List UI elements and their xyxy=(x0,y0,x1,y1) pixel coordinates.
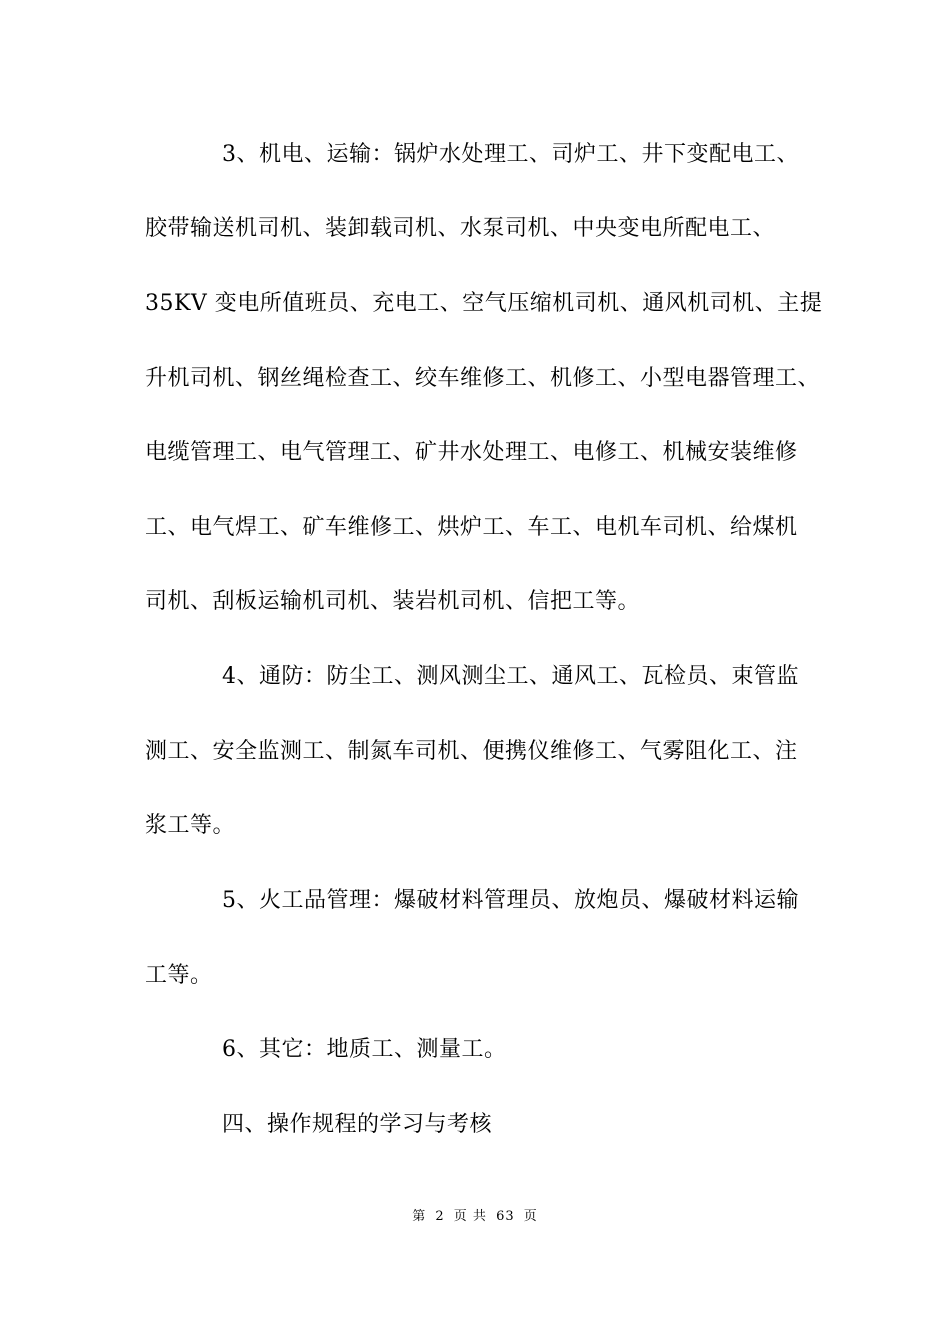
footer-middle: 页 共 xyxy=(453,1209,487,1224)
paragraph-line: 5、火工品管理：爆破材料管理员、放炮员、爆破材料运输 xyxy=(222,888,799,913)
footer-suffix: 页 xyxy=(523,1209,538,1224)
footer-page-number: 2 xyxy=(435,1209,445,1224)
paragraph-line: 胶带输送机司机、装卸载司机、水泵司机、中央变电所配电工、 xyxy=(145,216,776,241)
paragraph-line: 升机司机、钢丝绳检查工、绞车维修工、机修工、小型电器管理工、 xyxy=(145,366,821,391)
paragraph-line: 浆工等。 xyxy=(145,813,236,838)
section-heading: 四、操作规程的学习与考核 xyxy=(222,1112,493,1137)
paragraph-line: 工等。 xyxy=(145,963,213,988)
footer-prefix: 第 xyxy=(412,1209,427,1224)
paragraph-line: 3、机电、运输：锅炉水处理工、司炉工、井下变配电工、 xyxy=(222,142,799,167)
paragraph-line: 司机、刮板运输机司机、装岩机司机、信把工等。 xyxy=(145,589,641,614)
paragraph-line: 4、通防：防尘工、测风测尘工、通风工、瓦检员、束管监 xyxy=(222,664,799,689)
page-footer xyxy=(0,1208,950,1226)
footer-total-pages: 63 xyxy=(496,1209,515,1224)
paragraph-line: 电缆管理工、电气管理工、矿井水处理工、电修工、机械安装维修 xyxy=(145,440,798,465)
paragraph-line: 35KV 变电所值班员、充电工、空气压缩机司机、通风机司机、主提 xyxy=(145,291,823,316)
paragraph-line: 工、电气焊工、矿车维修工、烘炉工、车工、电机车司机、给煤机 xyxy=(145,515,798,540)
paragraph-line: 测工、安全监测工、制氮车司机、便携仪维修工、气雾阻化工、注 xyxy=(145,739,798,764)
paragraph-line: 6、其它：地质工、测量工。 xyxy=(222,1037,507,1062)
